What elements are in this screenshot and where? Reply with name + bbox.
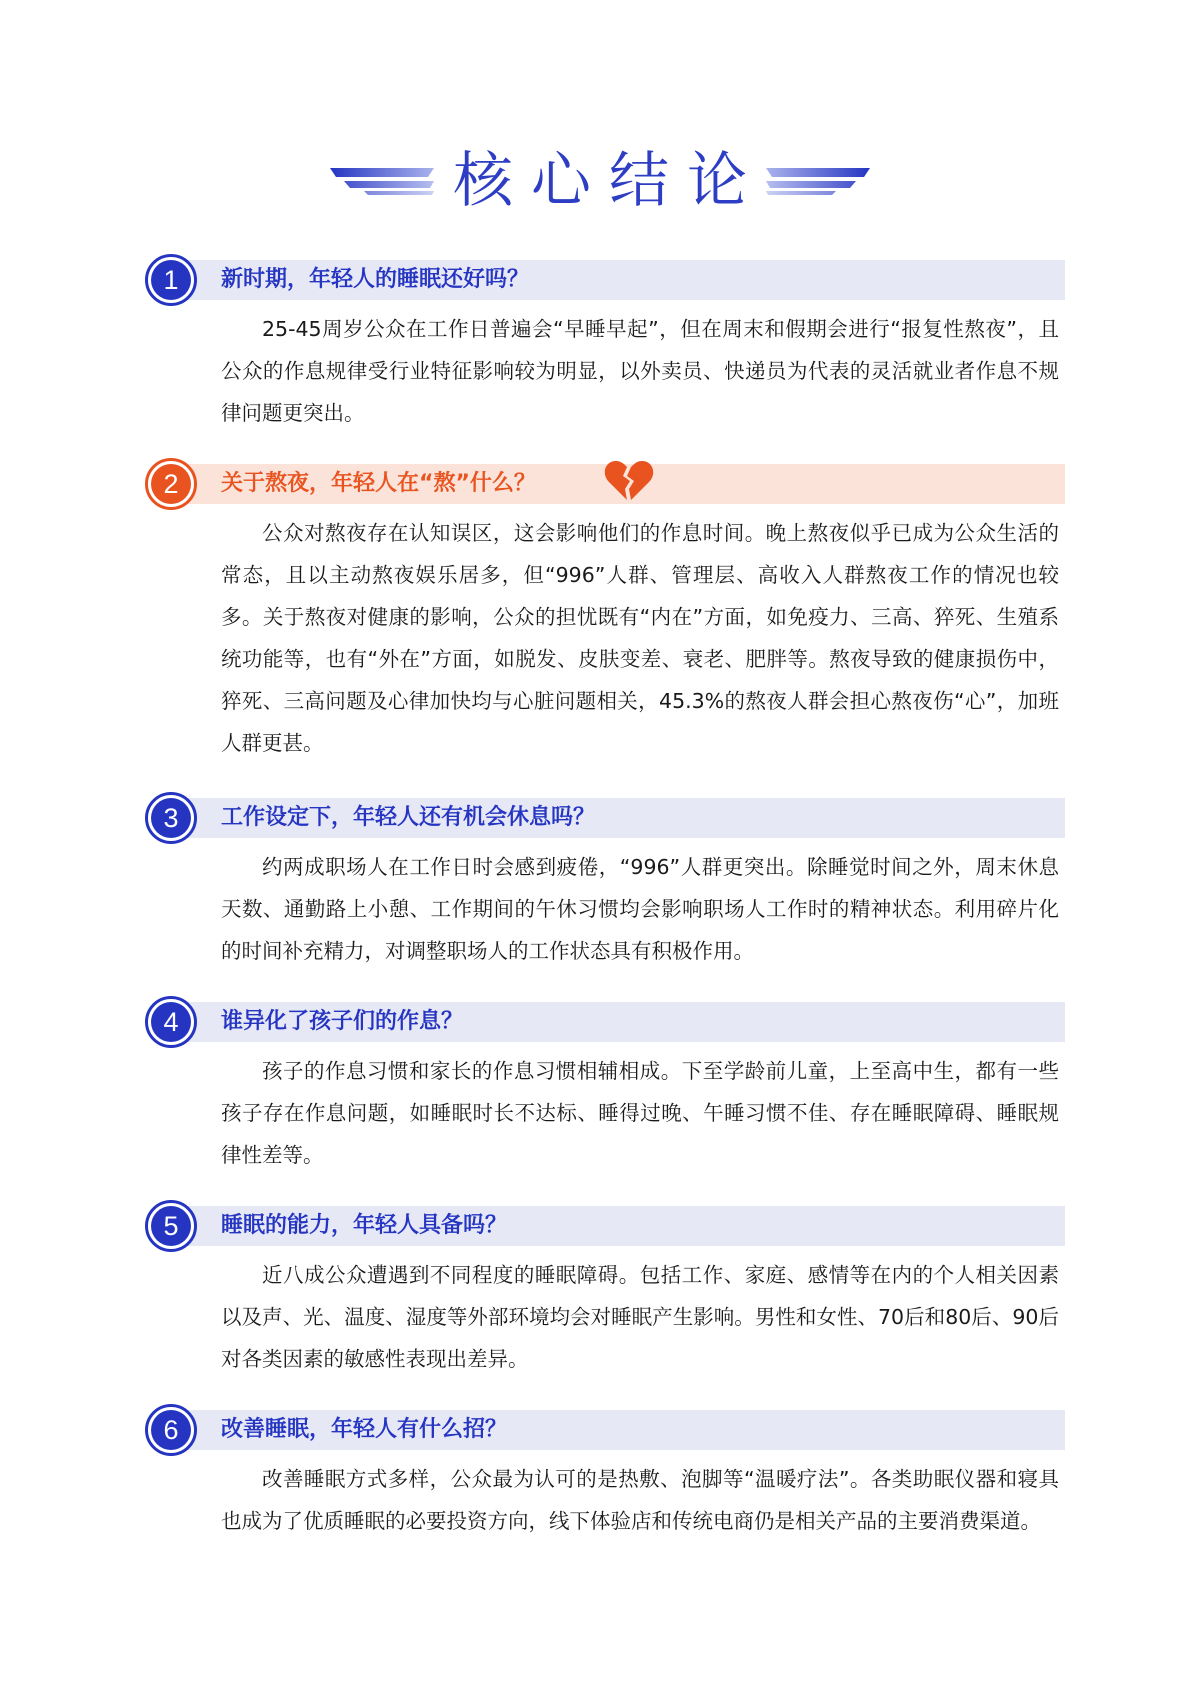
number-badge-label: 4 <box>151 1002 191 1042</box>
section-body: 约两成职场人在工作日时会感到疲倦，“996”人群更突出。除睡觉时间之外，周末休息天数、通勤路上小憩、工作期间的午休习惯均会影响职场人工作时的精神状态。利用碎片化的时间补充精力，对调整职场人的工作状态具有积极作用。 <box>221 855 1059 963</box>
number-badge <box>145 254 197 306</box>
section-heading: 睡眠的能力，年轻人具备吗？ <box>221 1213 508 1238</box>
broken-heart-icon <box>603 456 655 506</box>
number-badge <box>145 1200 197 1252</box>
number-badge <box>145 792 197 844</box>
section-1 <box>145 258 1065 434</box>
section-heading: 工作设定下，年轻人还有机会休息吗？ <box>221 805 596 830</box>
section-heading: 谁异化了孩子们的作息？ <box>221 1009 464 1034</box>
section-2 <box>145 462 1065 764</box>
section-5 <box>145 1204 1065 1380</box>
number-badge <box>145 1404 197 1456</box>
section-heading-bar <box>145 1408 1065 1452</box>
section-heading-bar <box>145 1204 1065 1248</box>
section-heading-bar <box>145 796 1065 840</box>
number-badge-label: 5 <box>151 1206 191 1246</box>
section-body: 孩子的作息习惯和家长的作息习惯相辅相成。下至学龄前儿童，上至高中生，都有一些孩子存在作息问题，如睡眠时长不达标、睡得过晚、午睡习惯不佳、存在睡眠障碍、睡眠规律性差等。 <box>221 1059 1059 1167</box>
number-badge-label: 2 <box>151 464 191 504</box>
number-badge <box>145 458 197 510</box>
number-badge-label: 6 <box>151 1410 191 1450</box>
section-body: 公众对熬夜存在认知误区，这会影响他们的作息时间。晚上熬夜似乎已成为公众生活的常态，且以主动熬夜娱乐居多，但“996”人群、管理层、高收入人群熬夜工作的情况也较多。关于熬夜对健康的影响，公众的担忧既有“内在”方面，如免疫力、三高、猝死、生殖系统功能等，也有“外在”方面，如脱发、皮肤变差、衰老、肥胖等。熬夜导致的健康损伤中，猝死、三高问题及心律加快均与心脏问题相关，45.3%的熬夜人群会担心熬夜伤“心”，加班人群更甚。 <box>221 521 1059 755</box>
section-heading: 新时期，年轻人的睡眠还好吗？ <box>221 267 530 292</box>
number-badge <box>145 996 197 1048</box>
right-speed-stripes-decoration <box>766 164 870 196</box>
section-body: 近八成公众遭遇到不同程度的睡眠障碍。包括工作、家庭、感情等在内的个人相关因素以及声、光、温度、湿度等外部环境均会对睡眠产生影响。男性和女性、70后和80后、90后对各类因素的敏感性表现出差异。 <box>221 1263 1059 1371</box>
section-4 <box>145 1000 1065 1176</box>
page-header <box>0 145 1200 225</box>
section-body: 25-45周岁公众在工作日普遍会“早睡早起”，但在周末和假期会进行“报复性熬夜”，且公众的作息规律受行业特征影响较为明显，以外卖员、快递员为代表的灵活就业者作息不规律问题更突出。 <box>221 317 1059 425</box>
number-badge-label: 3 <box>151 798 191 838</box>
number-badge-label: 1 <box>151 260 191 300</box>
section-heading-bar <box>145 1000 1065 1044</box>
section-body: 改善睡眠方式多样，公众最为认可的是热敷、泡脚等“温暖疗法”。各类助眠仪器和寝具也成为了优质睡眠的必要投资方向，线下体验店和传统电商仍是相关产品的主要消费渠道。 <box>221 1467 1059 1533</box>
page-title: 核心结论 <box>453 146 765 216</box>
section-heading: 改善睡眠，年轻人有什么招？ <box>221 1417 508 1442</box>
section-heading-bar <box>145 462 1065 506</box>
section-heading: 关于熬夜，年轻人在“熬”什么？ <box>221 471 536 496</box>
section-3 <box>145 796 1065 972</box>
section-6 <box>145 1408 1065 1542</box>
section-heading-bar <box>145 258 1065 302</box>
